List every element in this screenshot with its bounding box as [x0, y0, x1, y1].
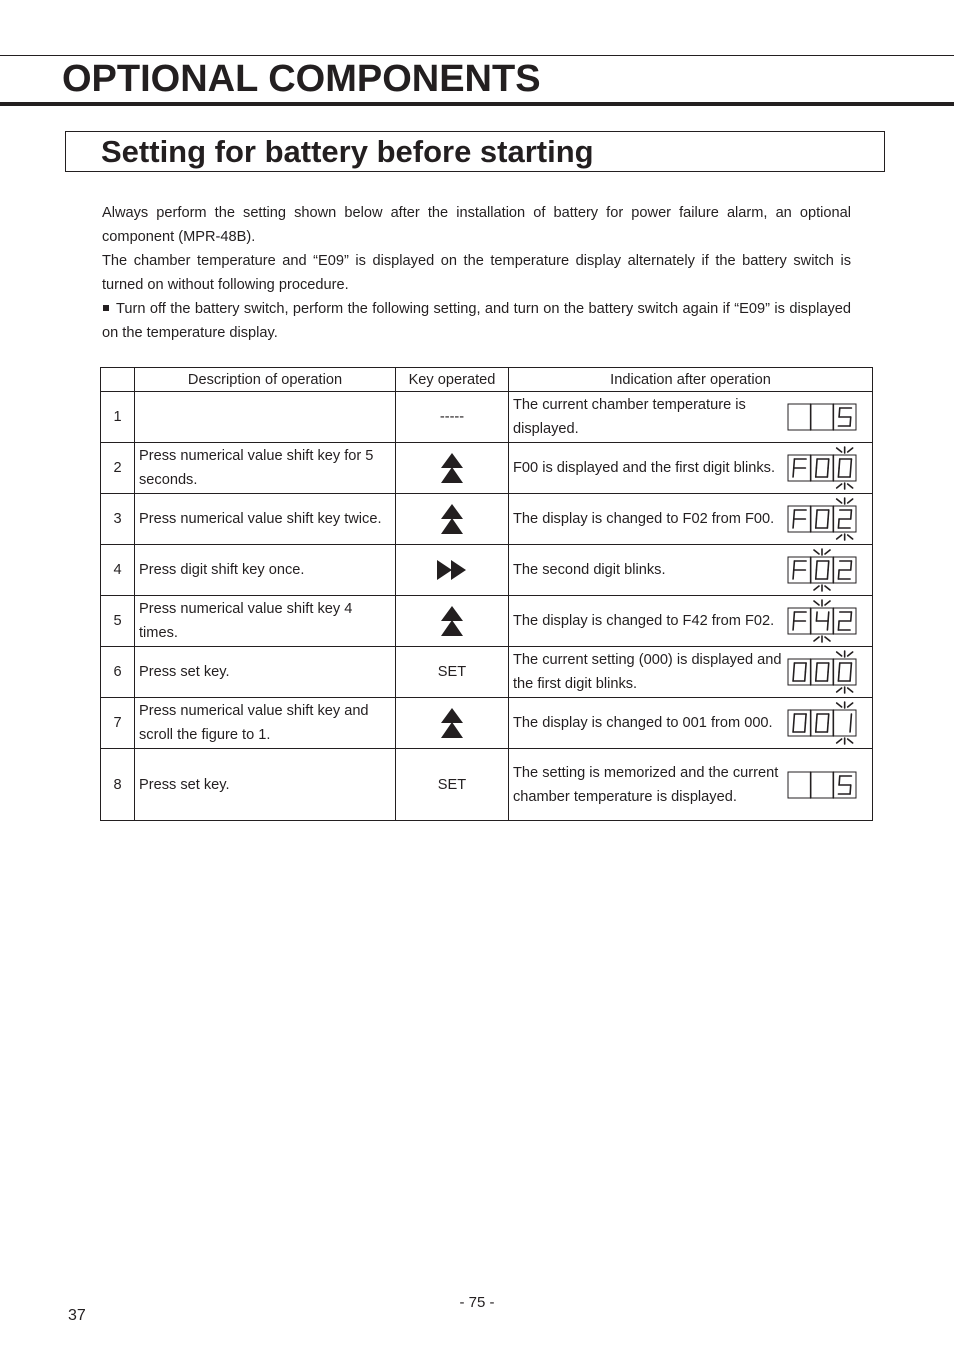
- step-key: [396, 443, 509, 494]
- step-description: Press numerical value shift key 4 times.: [135, 596, 396, 647]
- indication-text: The display is changed to F42 from F02.: [513, 613, 775, 629]
- table-row: [101, 392, 873, 443]
- indication-text: The display is changed to 001 from 000.: [513, 715, 773, 731]
- table-header-row: [101, 368, 873, 392]
- step-key: [396, 596, 509, 647]
- step-indication: [509, 596, 873, 647]
- step-number: 7: [101, 698, 135, 749]
- step-indication: [509, 545, 873, 596]
- intro-text: [102, 201, 851, 345]
- step-key: [396, 545, 509, 596]
- key-label: SET: [437, 664, 467, 680]
- step-indication: [509, 443, 873, 494]
- indication-text: The setting is memorized and the current chamber temperature is displayed.: [513, 764, 779, 805]
- numerical-value-shift-key-icon: [439, 604, 465, 638]
- table-row: [101, 749, 873, 821]
- key-label: -----: [439, 409, 465, 425]
- page-number: - 75 -: [459, 1294, 495, 1311]
- table-row: [101, 443, 873, 494]
- step-number: 4: [101, 545, 135, 596]
- step-number: 2: [101, 443, 135, 494]
- indication-text: The display is changed to F02 from F00.: [513, 511, 775, 527]
- section-title: Setting for battery before starting: [101, 134, 594, 169]
- lcd-display: [786, 392, 858, 442]
- intro-paragraph-3: [102, 297, 851, 345]
- step-key: [396, 494, 509, 545]
- table-row: [101, 698, 873, 749]
- step-number: 3: [101, 494, 135, 545]
- lcd-display: [786, 760, 858, 810]
- step-description: Press numerical value shift key for 5 seconds.: [135, 443, 396, 494]
- digit-shift-key-icon: [435, 558, 469, 582]
- intro-paragraph-3-text: Turn off the battery switch, perform the following setting, and turn on the battery switch again if “E09” is displayed on the temperature display.: [102, 301, 851, 341]
- table-row: [101, 647, 873, 698]
- table-row: [101, 545, 873, 596]
- intro-paragraph-2: The chamber temperature and “E09” is displayed on the temperature display alternately if the battery switch is turned on without following procedure.: [102, 253, 851, 293]
- step-description: Press digit shift key once.: [135, 545, 396, 596]
- header-num: [101, 368, 135, 392]
- step-description: Press numerical value shift key and scroll the figure to 1.: [135, 698, 396, 749]
- lcd-display: [786, 443, 858, 493]
- numerical-value-shift-key-icon: [439, 451, 465, 485]
- step-key: [396, 647, 509, 698]
- indication-text: The current setting (000) is displayed and the first digit blinks.: [513, 652, 782, 692]
- table-body: [101, 392, 873, 821]
- step-description: Press numerical value shift key twice.: [135, 494, 396, 545]
- header-key: Key operated: [396, 368, 509, 392]
- step-indication: [509, 698, 873, 749]
- step-key: [396, 698, 509, 749]
- key-label: SET: [437, 776, 467, 793]
- numerical-value-shift-key-icon: [439, 706, 465, 740]
- header-bottom-rule: [0, 102, 954, 106]
- footer-number: 37: [68, 1307, 86, 1324]
- step-number: 5: [101, 596, 135, 647]
- header-description: Description of operation: [135, 368, 396, 392]
- intro-paragraph-1: Always perform the setting shown below after the installation of battery for power failure alarm, an optional component (MPR-48B).: [102, 205, 851, 245]
- operation-table: [100, 367, 873, 821]
- step-indication: [509, 749, 873, 821]
- square-bullet-icon: [103, 305, 109, 311]
- numerical-value-shift-key-icon: [439, 502, 465, 536]
- step-number: 8: [101, 749, 135, 821]
- indication-text: The current chamber temperature is displayed.: [513, 397, 746, 437]
- lcd-display: [786, 596, 858, 646]
- lcd-display: [786, 647, 858, 697]
- step-number: 1: [101, 392, 135, 443]
- step-number: 6: [101, 647, 135, 698]
- table-row: [101, 596, 873, 647]
- step-key: [396, 749, 509, 821]
- step-description: Press set key.: [135, 647, 396, 698]
- lcd-display: [786, 545, 858, 595]
- step-description: [135, 392, 396, 443]
- lcd-display: [786, 494, 858, 544]
- indication-text: F00 is displayed and the first digit blinks.: [513, 460, 776, 476]
- table-row: [101, 494, 873, 545]
- step-indication: [509, 647, 873, 698]
- step-key: [396, 392, 509, 443]
- section-heading-box: [65, 131, 885, 172]
- step-indication: [509, 494, 873, 545]
- page-title: OPTIONAL COMPONENTS: [62, 58, 541, 100]
- header-indication: Indication after operation: [509, 368, 873, 392]
- lcd-display: [786, 698, 858, 748]
- step-description: Press set key.: [135, 749, 396, 821]
- indication-text: The second digit blinks.: [513, 562, 666, 578]
- step-indication: [509, 392, 873, 443]
- header-top-rule: [0, 55, 954, 56]
